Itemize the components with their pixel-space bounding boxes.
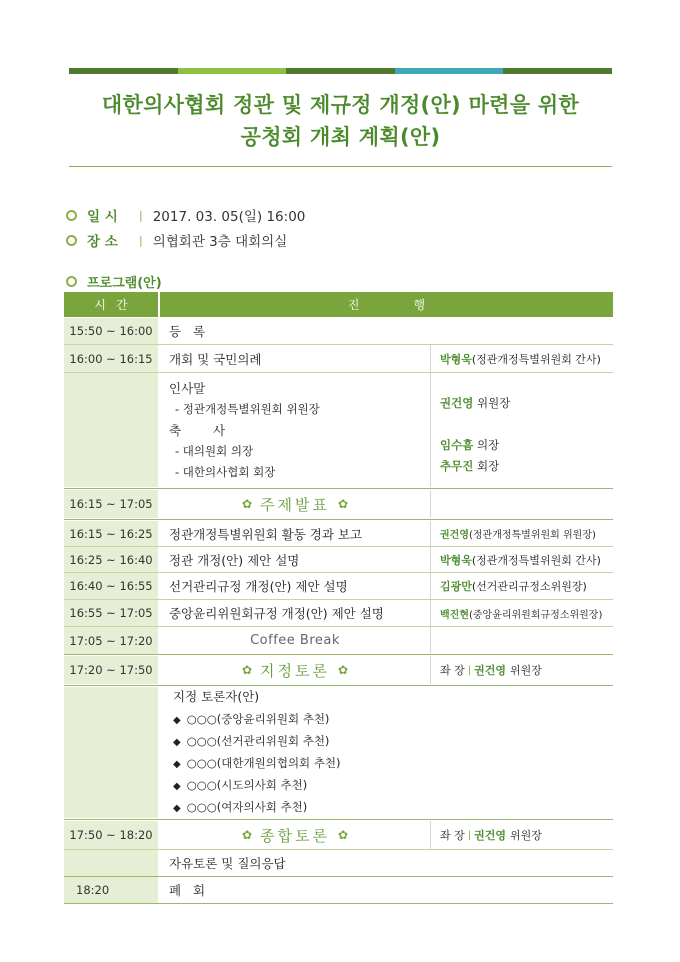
section-title-text: 종합토론 (260, 826, 330, 845)
table-row (64, 821, 613, 849)
row-presenter (430, 627, 613, 654)
section-title (242, 494, 348, 515)
list-item-text: ○○○(선거관리위원회 추천) (186, 734, 330, 748)
presenter-name: 박형욱 (440, 352, 472, 366)
program-label (66, 272, 162, 291)
presenter-name: 임수흠 (440, 438, 474, 452)
diamond-icon: ◆ (173, 803, 181, 814)
row-time: 17:05 ~ 17:20 (64, 627, 158, 654)
chair-label: 좌 장 (440, 664, 465, 677)
row-content: 등 록 (158, 318, 613, 344)
row-content (158, 490, 430, 518)
row-time: 17:50 ~ 18:20 (64, 821, 158, 849)
row-content: 선거관리규정 개정(안) 제안 설명 (158, 573, 430, 599)
info-location (66, 230, 287, 250)
presenter-name: 권건영 (440, 530, 469, 541)
row-chair (430, 656, 613, 684)
presenter-role: (선거관리규정소위원장) (471, 580, 587, 593)
chair-role: 위원장 (510, 664, 542, 677)
list-item (169, 797, 307, 819)
chair-separator: | (467, 829, 472, 841)
presenter (440, 456, 499, 477)
title-line-2: 공청회 개최 계획(안) (240, 125, 441, 149)
row-time (64, 373, 158, 487)
diamond-icon: ◆ (173, 737, 181, 748)
presenter-role: (정관개정특별위원회 간사) (471, 553, 601, 567)
table-row (64, 521, 613, 546)
row-divider (64, 519, 613, 520)
swirl-icon: ✿ (337, 828, 349, 842)
presenter-role: (중앙윤리위원회규정소위원장) (468, 609, 603, 621)
table-row (64, 490, 613, 518)
info-label: 장 소 (87, 234, 118, 250)
row-chair (430, 821, 613, 849)
presenter (440, 435, 499, 456)
chair-name: 권건영 (474, 829, 507, 842)
table-row (64, 850, 613, 876)
row-time: 17:20 ~ 17:50 (64, 656, 158, 684)
chair-label: 좌 장 (440, 829, 465, 842)
info-value: 2017. 03. 05(일) 16:00 (152, 209, 306, 225)
table-row (64, 547, 613, 572)
bullet-icon (66, 276, 77, 287)
info-separator: | (139, 233, 143, 247)
row-presenter (430, 547, 613, 572)
presenter-name: 박형욱 (440, 553, 472, 567)
row-divider (64, 488, 613, 489)
chair-role: 위원장 (510, 829, 542, 842)
row-time: 15:50 ~ 16:00 (64, 318, 158, 344)
row-time: 16:40 ~ 16:55 (64, 573, 158, 599)
row-divider (64, 819, 613, 820)
row-time: 16:15 ~ 17:05 (64, 490, 158, 518)
list-item (169, 731, 329, 753)
coffee-break-label: Coffee Break (250, 633, 340, 648)
diamond-icon: ◆ (173, 781, 181, 792)
designated-panel-heading: 지정 토론자(안) (173, 689, 260, 704)
bullet-icon (66, 210, 77, 221)
row-divider (64, 685, 613, 686)
table-row (64, 318, 613, 344)
row-content (158, 373, 430, 487)
row-time: 16:15 ~ 16:25 (64, 521, 158, 546)
row-content: 정관개정특별위원회 활동 경과 보고 (158, 521, 430, 546)
row-content (158, 821, 430, 849)
list-item-text: ○○○(여자의사회 추천) (186, 800, 308, 814)
greeting-speaker: - 정관개정특별위원회 위원장 (175, 401, 320, 416)
table-row (64, 656, 613, 684)
header-time: 시간 (64, 292, 158, 317)
info-label: 일 시 (87, 209, 118, 225)
chair-name: 권건영 (474, 664, 507, 677)
table-row (64, 345, 613, 372)
row-presenter (430, 573, 613, 599)
info-separator: | (139, 208, 143, 222)
swirl-icon: ✿ (337, 663, 349, 677)
row-time: 16:55 ~ 17:05 (64, 600, 158, 626)
presenter-name: 권건영 (440, 396, 474, 410)
congrats-title: 축 사 (169, 422, 240, 438)
table-row (64, 600, 613, 626)
info-value: 의협회관 3층 대회의실 (152, 234, 288, 250)
list-item-text: ○○○(시도의사회 추천) (186, 778, 308, 792)
row-presenters (430, 373, 613, 487)
row-time: 18:20 (64, 877, 158, 903)
row-content: 폐 회 (158, 877, 613, 903)
row-divider (64, 654, 613, 655)
title-line-1: 대한의사협회 정관 및 제규정 개정(안) 마련을 위한 (101, 93, 580, 117)
presenter-name: 백진현 (440, 609, 469, 621)
row-presenter (430, 345, 613, 372)
presenter-role: 회장 (476, 459, 500, 473)
row-presenter (430, 490, 613, 518)
congrats-speaker-2: - 대한의사협회 회장 (175, 464, 276, 479)
table-header (64, 292, 613, 317)
list-item (169, 775, 307, 797)
presenter-role: 위원장 (476, 396, 511, 410)
row-time: 16:00 ~ 16:15 (64, 345, 158, 372)
list-item (169, 709, 329, 731)
row-time (64, 850, 158, 876)
row-time (64, 687, 158, 818)
presenter-role: (정관개정특별위원회 위원장) (468, 530, 596, 541)
header-content: 진행 (160, 292, 613, 317)
presenter-name: 김광만 (440, 580, 472, 593)
presenter-role: 의장 (476, 438, 500, 452)
congrats-speaker-1: - 대의원회 의장 (175, 443, 254, 458)
section-title-text: 지정토론 (260, 661, 330, 680)
greeting-title: 인사말 (169, 380, 206, 396)
diamond-icon: ◆ (173, 715, 181, 726)
chair-separator: | (467, 664, 472, 676)
presenter (440, 393, 510, 414)
info-datetime (66, 205, 305, 225)
swirl-icon: ✿ (241, 828, 253, 842)
section-title-text: 주제발표 (260, 495, 330, 514)
diamond-icon: ◆ (173, 759, 181, 770)
program-label-text: 프로그램(안) (87, 276, 162, 291)
list-item-text: ○○○(대한개원의협의회 추천) (186, 756, 341, 770)
table-row (64, 573, 613, 599)
swirl-icon: ✿ (241, 497, 253, 511)
row-time: 16:25 ~ 16:40 (64, 547, 158, 572)
row-content (158, 627, 430, 654)
bullet-icon (66, 235, 77, 246)
section-title (242, 660, 348, 681)
row-presenter (430, 600, 613, 626)
list-item-text: ○○○(중앙윤리위원회 추천) (186, 712, 330, 726)
section-title (242, 825, 348, 846)
table-row (64, 877, 613, 903)
table-bottom-border (64, 903, 613, 904)
table-row (64, 627, 613, 654)
row-content (158, 687, 613, 818)
list-item (169, 753, 341, 775)
row-presenter (430, 521, 613, 546)
document-title (69, 74, 612, 167)
row-content (158, 656, 430, 684)
swirl-icon: ✿ (337, 497, 349, 511)
row-content: 정관 개정(안) 제안 설명 (158, 547, 430, 572)
row-content: 개회 및 국민의례 (158, 345, 430, 372)
table-row (64, 373, 613, 487)
presenter-name: 추무진 (440, 459, 474, 473)
table-row (64, 687, 613, 818)
presenter-role: (정관개정특별위원회 간사) (471, 352, 601, 366)
swirl-icon: ✿ (241, 663, 253, 677)
row-content: 중앙윤리위원회규정 개정(안) 제안 설명 (158, 600, 430, 626)
row-content: 자유토론 및 질의응답 (158, 850, 613, 876)
